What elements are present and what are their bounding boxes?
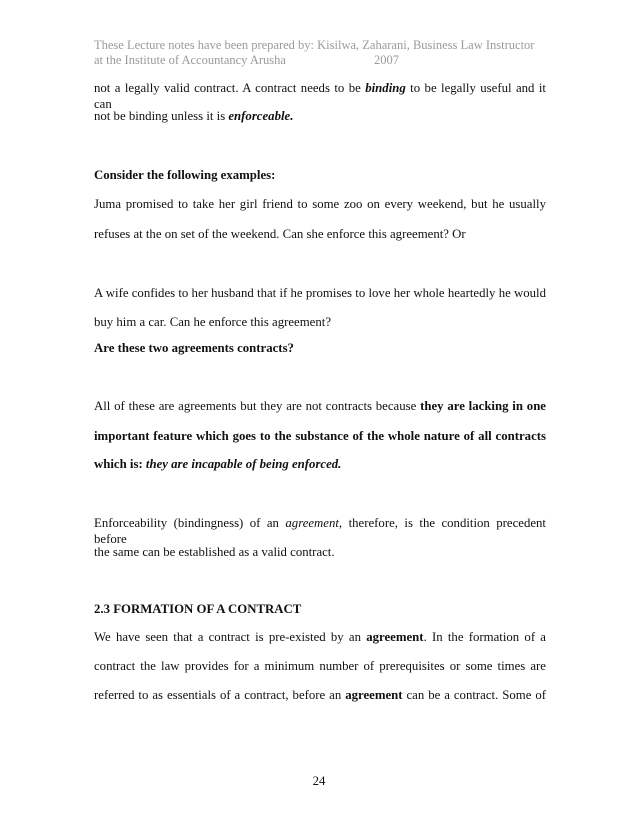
agreement-bold-1: agreement xyxy=(366,630,424,644)
enforceable-term: enforceable. xyxy=(228,109,294,123)
page-header xyxy=(94,38,564,68)
para4-text-3: referred to as essentials of a contract, before an xyxy=(94,688,346,702)
example2-line1: A wife confides to her husband that if he promises to love her whole heartedly he would xyxy=(94,286,546,300)
para3-text: Enforceability (bindingness) of an xyxy=(94,516,286,530)
section-heading: 2.3 FORMATION OF A CONTRACT xyxy=(94,602,302,616)
para1-text-cont: to be legally useful and it can xyxy=(94,81,546,111)
para3-text-cont: therefore, is the condition precedent before xyxy=(94,516,546,546)
para2-line3 xyxy=(94,456,546,472)
para4-line1 xyxy=(94,629,546,645)
incapable-phrase: they are incapable of being enforced. xyxy=(145,457,342,471)
para2-line2: important feature which goes to the substance of the whole nature of all contracts xyxy=(94,429,546,443)
agreement-term: agreement, xyxy=(285,516,343,530)
para3-line2: the same can be established as a valid contract. xyxy=(94,545,335,559)
para2-text: All of these are agreements but they are not contracts because xyxy=(94,399,421,413)
para4-text: We have seen that a contract is pre-existed by an xyxy=(94,630,367,644)
header-line-2 xyxy=(94,53,564,68)
para3-line1 xyxy=(94,515,546,547)
examples-heading: Consider the following examples: xyxy=(94,168,276,182)
para1-text: not a legally valid contract. A contract needs to be xyxy=(94,81,366,95)
page-number: 24 xyxy=(312,774,326,788)
para4-line2: contract the law provides for a minimum number of prerequisites or some times are xyxy=(94,659,546,673)
para1-line2 xyxy=(94,108,546,124)
header-year: 2007 xyxy=(373,53,399,67)
para4-text-3-cont: can be a contract. Some of xyxy=(402,688,546,702)
para2-bold: they are lacking in one xyxy=(420,399,546,413)
example1-line1: Juma promised to take her girl friend to some zoo on every weekend, but he usually xyxy=(94,197,546,211)
example2-line2: buy him a car. Can he enforce this agreement? xyxy=(94,315,331,329)
para4-line3 xyxy=(94,687,546,703)
para4-text-cont: . In the formation of a xyxy=(423,630,546,644)
header-line-1: These Lecture notes have been prepared by: Kisilwa, Zaharani, Business Law Instructor xyxy=(94,38,535,52)
header-institute: at the Institute of Accountancy Arusha xyxy=(94,53,286,67)
para2-line1 xyxy=(94,398,546,414)
agreement-bold-2: agreement xyxy=(345,688,403,702)
which-is-label: which is: xyxy=(94,457,146,471)
para1-text-2: not be binding unless it is xyxy=(94,109,229,123)
question-line: Are these two agreements contracts? xyxy=(94,341,294,355)
binding-term: binding xyxy=(365,81,406,95)
example1-line2: refuses at the on set of the weekend. Can she enforce this agreement? Or xyxy=(94,227,466,241)
